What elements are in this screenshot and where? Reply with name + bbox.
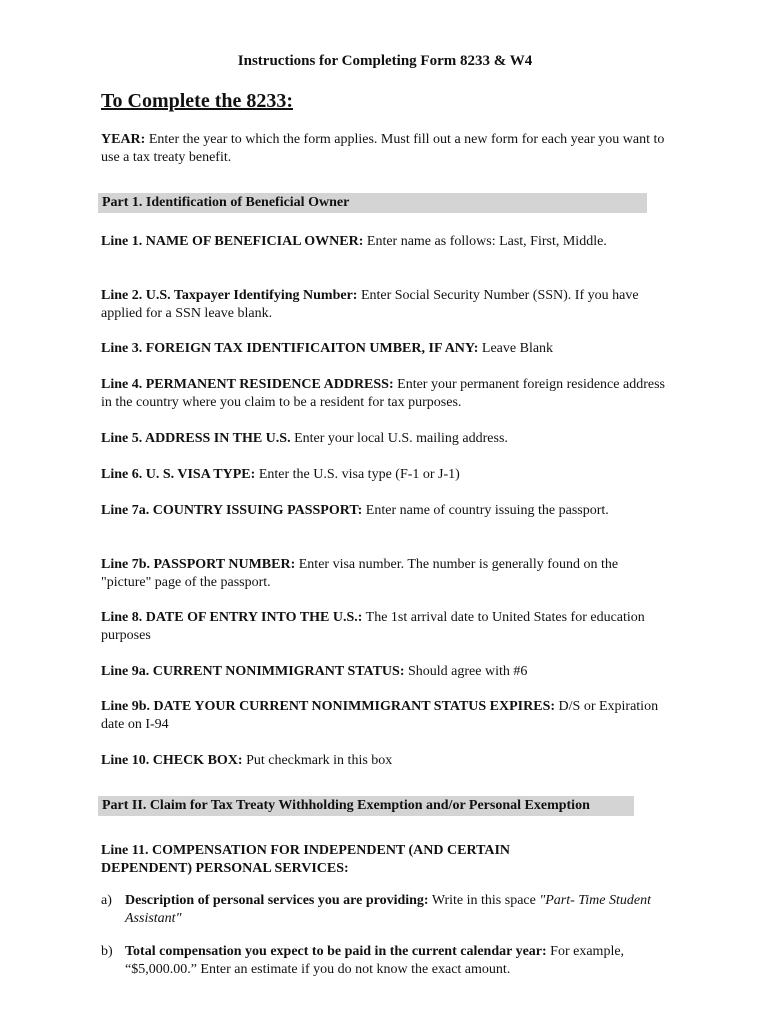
line-text: Should agree with #6 [404,664,528,679]
line-label: Line 6. U. S. VISA TYPE: [101,467,256,482]
item-label: Description of personal services you are providing: [125,893,429,908]
line-text: Enter name of country issuing the passport. [362,503,609,518]
part2-header: Part II. Claim for Tax Treaty Withholding Exemption and/or Personal Exemption [98,796,634,816]
line-text: Enter name as follows: Last, First, Middle. [363,234,607,249]
list-item-text [125,943,661,979]
line-text: Leave Blank [478,341,554,356]
list-marker: b) [101,944,113,959]
line-9b [101,698,666,734]
year-paragraph [101,131,666,167]
line-text: Enter visa number. The number is generally found on the "picture" page of the passport. [101,557,619,590]
line-label: Line 10. CHECK BOX: [101,753,243,768]
line-label: Line 1. NAME OF BENEFICIAL OWNER: [101,234,364,249]
list-item-text [125,892,661,928]
list-marker: a) [101,893,112,908]
line-2 [101,287,666,323]
year-text: Enter the year to which the form applies. Must fill out a new form for each year you want to use a tax treaty benefit. [101,132,665,165]
line-text: Enter your permanent foreign residence address in the country where you claim to be a resident for tax purposes. [101,377,665,410]
item-text: For example, “$5,000.00.” Enter an estimate if you do not know the exact amount. [125,944,625,977]
line-text: Enter the U.S. visa type (F-1 or J-1) [255,467,460,482]
section-heading: To Complete the 8233: [101,90,294,112]
list-item [101,943,661,979]
line-label: Line 8. DATE OF ENTRY INTO THE U.S.: [101,610,363,625]
line-3 [101,340,666,358]
line-6 [101,466,666,484]
line-10 [101,752,666,770]
line-8 [101,609,666,645]
line-11-heading: Line 11. COMPENSATION FOR INDEPENDENT (AND CERTAIN DEPENDENT) PERSONAL SERVICES: [101,843,511,876]
line-label: Line 5. ADDRESS IN THE U.S. [101,431,291,446]
part1-header: Part 1. Identification of Beneficial Owner [98,193,647,213]
line-7a [101,502,611,520]
line-text: Enter Social Security Number (SSN). If you have applied for a SSN leave blank. [101,288,639,321]
line-label: Line 2. U.S. Taxpayer Identifying Number: [101,288,358,303]
line-label: Line 3. FOREIGN TAX IDENTIFICAITON UMBER, IF ANY: [101,341,479,356]
line-9a [101,663,666,681]
line-text: D/S or Expiration date on I-94 [101,699,659,732]
line-label: Line 7a. COUNTRY ISSUING PASSPORT: [101,503,363,518]
year-label: YEAR: [101,132,146,147]
document-title: Instructions for Completing Form 8233 & W4 [237,53,533,69]
item-italic: "Part- Time Student Assistant" [125,893,651,926]
line-1 [101,233,611,251]
line-label: Line 9b. DATE YOUR CURRENT NONIMMIGRANT STATUS EXPIRES: [101,699,556,714]
line-text: The 1st arrival date to United States for education purposes [101,610,645,643]
list-item [101,892,661,928]
line-text: Put checkmark in this box [242,753,393,768]
item-label: Total compensation you expect to be paid in the current calendar year: [125,944,547,959]
line-label: Line 9a. CURRENT NONIMMIGRANT STATUS: [101,664,405,679]
line-label: Line 4. PERMANENT RESIDENCE ADDRESS: [101,377,394,392]
item-text: Write in this space [428,893,540,908]
line-text: Enter your local U.S. mailing address. [290,431,508,446]
line-7b [101,556,666,592]
line-label: Line 7b. PASSPORT NUMBER: [101,557,296,572]
line-4 [101,376,666,412]
line-5 [101,430,666,448]
